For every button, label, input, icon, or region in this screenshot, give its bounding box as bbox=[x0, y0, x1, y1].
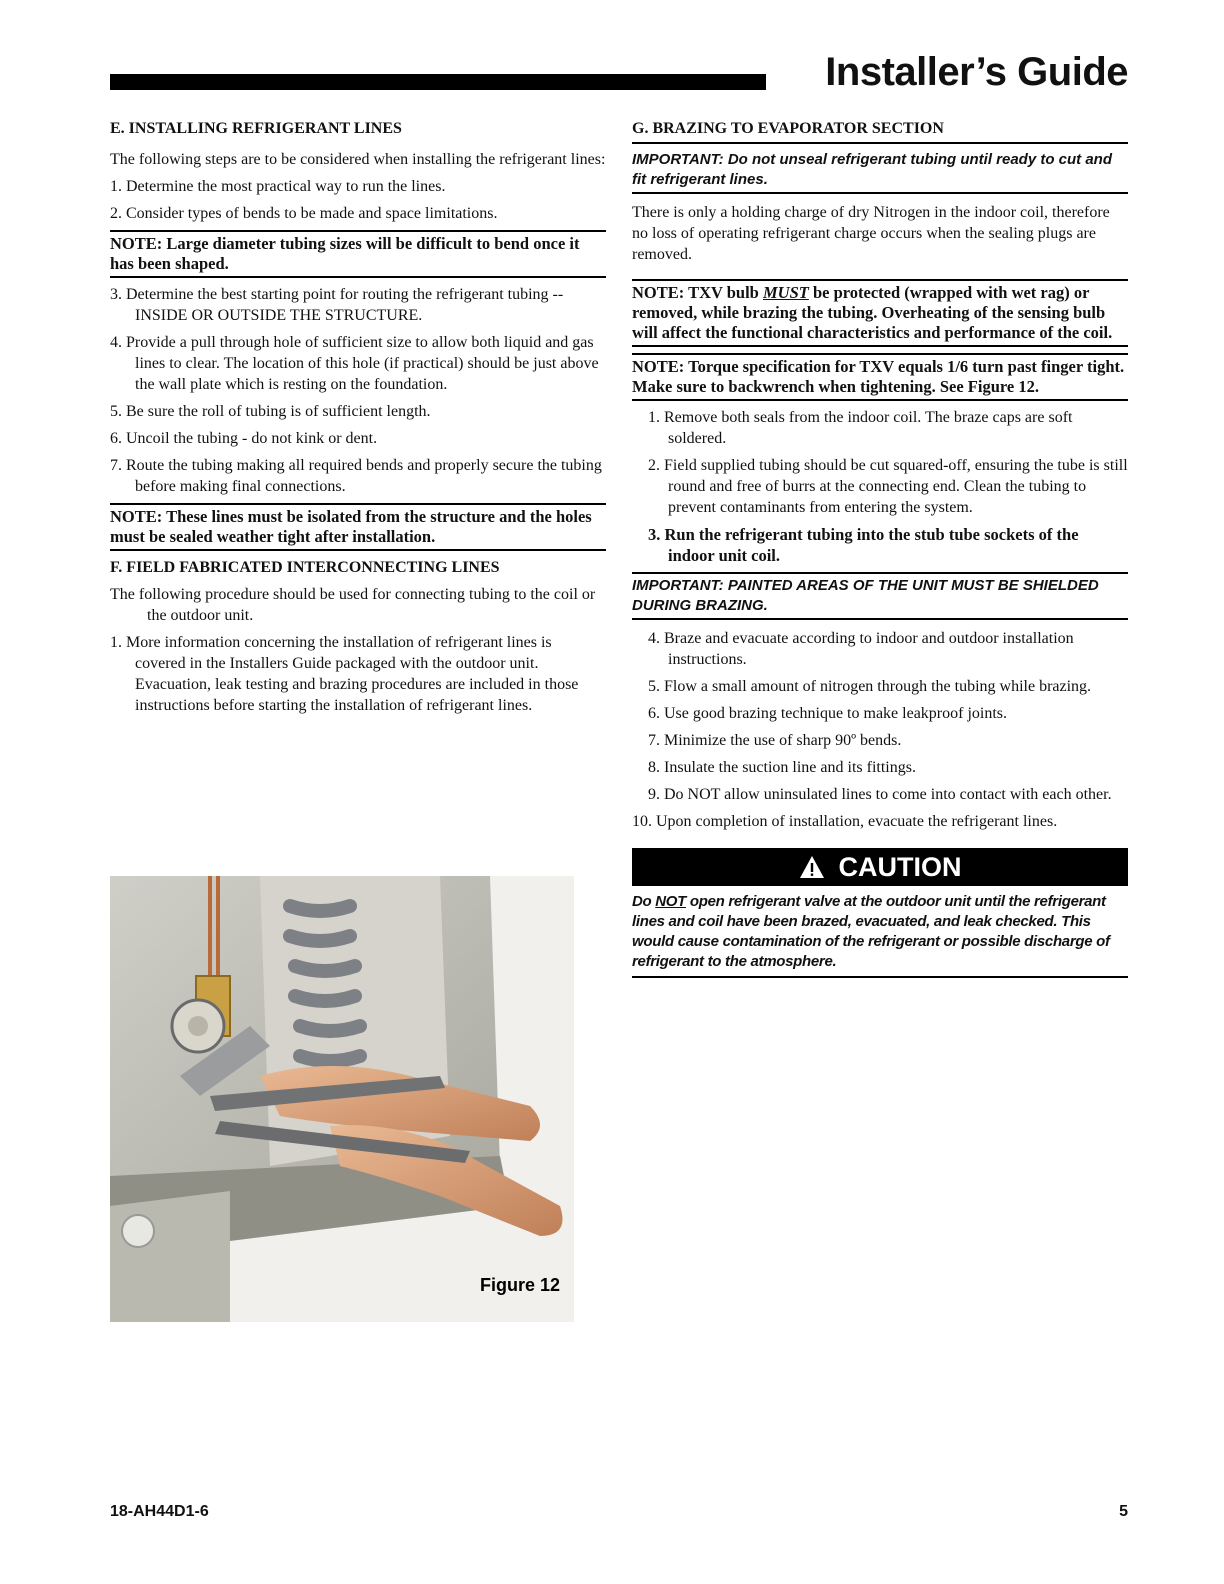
section-e-step: 7. Route the tubing making all required bends and properly secure the tubing before making final connections. bbox=[110, 457, 602, 495]
section-e-heading: E. INSTALLING REFRIGERANT LINES bbox=[110, 120, 402, 137]
section-e-step: 2. Consider types of bends to be made and space limitations. bbox=[110, 205, 498, 222]
section-e-intro: The following steps are to be considered when installing the refrigerant lines: bbox=[110, 151, 606, 168]
caution-text-post: open refrigerant valve at the outdoor unit until the refrigerant lines and coil have been brazed, evacuated, and leak checked. This would cause contamination of the refrigerant or possible discharge of refrigerant to the atmosphere. bbox=[632, 893, 1110, 970]
section-f-heading: F. FIELD FABRICATED INTERCONNECTING LINES bbox=[110, 559, 500, 576]
section-g-step: 4. Braze and evacuate according to indoor and outdoor installation instructions. bbox=[648, 630, 1074, 668]
section-g-step: 1. Remove both seals from the indoor coil. The braze caps are soft soldered. bbox=[648, 409, 1073, 447]
caution-text bbox=[632, 886, 1128, 978]
page-title: Installer’s Guide bbox=[825, 50, 1128, 94]
section-g-step: 10. Upon completion of installation, evacuate the refrigerant lines. bbox=[632, 813, 1058, 830]
section-e-note-large-tubing: NOTE: Large diameter tubing sizes will be difficult to bend once it has been shaped. bbox=[110, 230, 606, 278]
section-g-step: 6. Use good brazing technique to make leakproof joints. bbox=[648, 705, 1008, 722]
important-painted-areas: IMPORTANT: PAINTED AREAS OF THE UNIT MUST BE SHIELDED DURING BRAZING. bbox=[632, 572, 1128, 620]
section-g-step: 2. Field supplied tubing should be cut squared-off, ensuring the tube is still round and free of burrs at the connecting end. Clean the tubing to prevent contaminants from entering the system. bbox=[648, 457, 1128, 516]
section-g-step: 5. Flow a small amount of nitrogen through the tubing while brazing. bbox=[648, 678, 1092, 695]
page-number: 5 bbox=[1119, 1503, 1128, 1520]
section-e-step: 5. Be sure the roll of tubing is of sufficient length. bbox=[110, 403, 431, 420]
section-g-step-3: 3. Run the refrigerant tubing into the stub tube sockets of the indoor unit coil. bbox=[648, 525, 1079, 565]
section-e-step: 1. Determine the most practical way to run the lines. bbox=[110, 178, 446, 195]
figure-12-photo bbox=[110, 876, 574, 1322]
important-unseal: IMPORTANT: Do not unseal refrigerant tubing until ready to cut and fit refrigerant lines. bbox=[632, 150, 1128, 194]
note-txv-must: MUST bbox=[763, 283, 809, 302]
right-column bbox=[632, 118, 1128, 978]
note-txv-pre: NOTE: TXV bulb bbox=[632, 283, 763, 302]
note-torque: NOTE: Torque specification for TXV equals 1/6 turn past finger tight. Make sure to backwrench when tightening. See Figure 12. bbox=[632, 353, 1128, 401]
caution-text-pre: Do bbox=[632, 893, 656, 910]
caution-banner bbox=[632, 848, 1128, 886]
caution-text-not: NOT bbox=[655, 893, 687, 910]
header-rule bbox=[110, 74, 766, 90]
section-f-intro: The following procedure should be used for connecting tubing to the coil or the outdoor unit. bbox=[110, 586, 596, 624]
section-g-paragraph: There is only a holding charge of dry Nitrogen in the indoor coil, therefore no loss of operating refrigerant charge occurs when the sealing plugs are removed. bbox=[632, 204, 1110, 263]
section-e-step: 6. Uncoil the tubing - do not kink or dent. bbox=[110, 430, 378, 447]
photo-illustration bbox=[110, 876, 574, 1322]
section-e-step: 3. Determine the best starting point for routing the refrigerant tubing --INSIDE OR OUTSIDE THE STRUCTURE. bbox=[110, 286, 564, 324]
section-g-heading: G. BRAZING TO EVAPORATOR SECTION bbox=[632, 118, 1128, 144]
section-e-note-isolation: NOTE: These lines must be isolated from the structure and the holes must be sealed weather tight after installation. bbox=[110, 503, 606, 551]
caution-title: CAUTION bbox=[838, 851, 962, 882]
section-g-step: 9. Do NOT allow uninsulated lines to come into contact with each other. bbox=[648, 786, 1112, 803]
document-number: 18-AH44D1-6 bbox=[110, 1503, 209, 1520]
warning-triangle-icon bbox=[799, 855, 825, 879]
section-g-step: 7. Minimize the use of sharp 90º bends. bbox=[648, 732, 902, 749]
section-e-step: 4. Provide a pull through hole of sufficient size to allow both liquid and gas lines to clear. The location of this hole (if practical) should be just above the wall plate which is resting on the foundation. bbox=[110, 334, 599, 393]
figure-label: Figure 12 bbox=[479, 1275, 560, 1295]
note-txv-post: be protected (wrapped with wet rag) or removed, while brazing the tubing. Overheating of the sensing bulb will affect the functional characteristics and performance of the coil. bbox=[632, 283, 1113, 342]
section-f-step: 1. More information concerning the installation of refrigerant lines is covered in the Installers Guide packaged with the outdoor unit. Evacuation, leak testing and brazing procedures are included in those instructions before starting the installation of refrigerant lines. bbox=[110, 634, 579, 714]
left-column bbox=[110, 118, 606, 722]
section-g-step: 8. Insulate the suction line and its fittings. bbox=[648, 759, 916, 776]
note-txv-bulb bbox=[632, 279, 1128, 347]
